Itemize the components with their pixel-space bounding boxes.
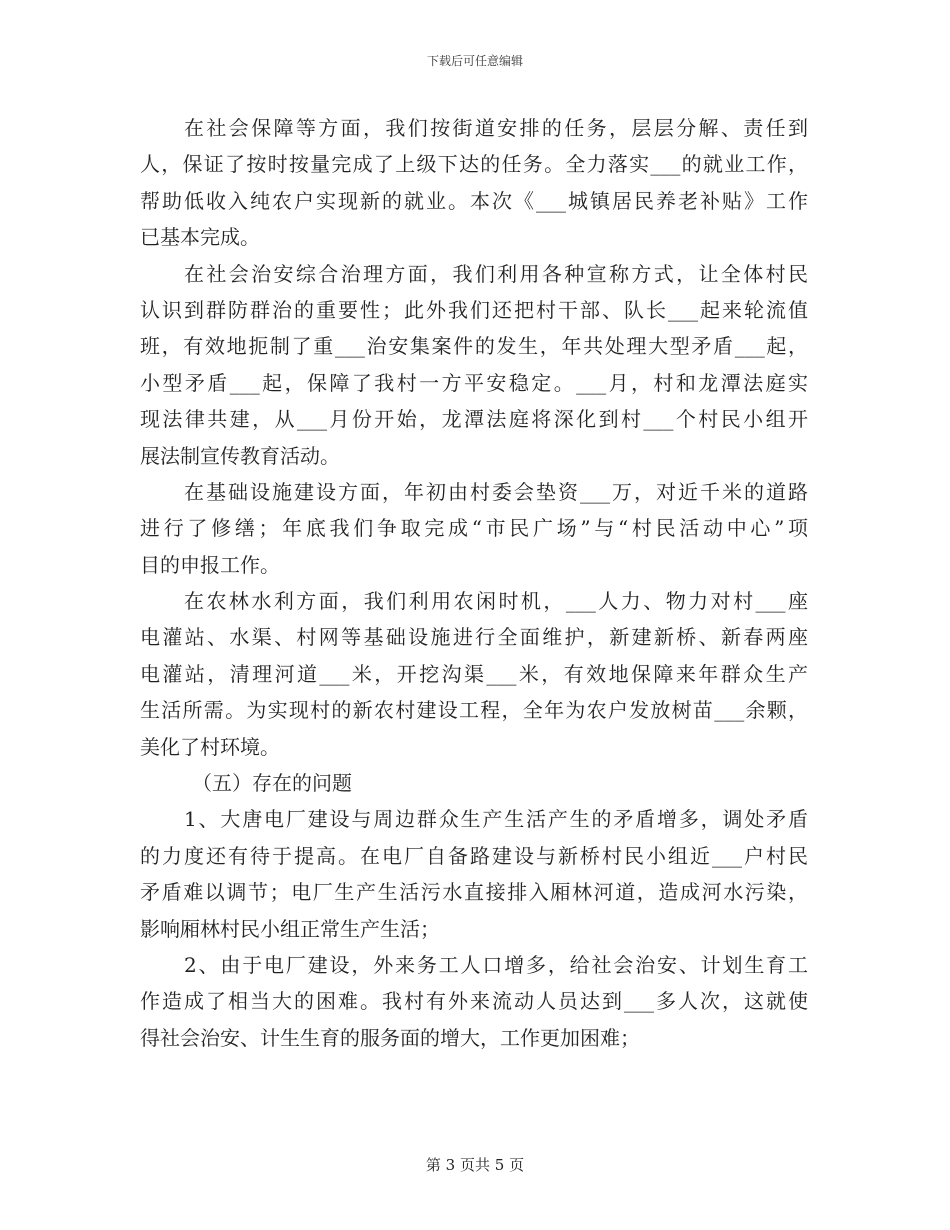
text-line: 认识到群防群治的重要性；此外我们还把村干部、队长___起来轮流值 — [140, 297, 808, 322]
paragraph-public-security — [140, 256, 808, 474]
paragraph-infrastructure — [140, 474, 808, 583]
text-line: 在基础设施建设方面，年初由村委会垫资___万，对近千米的道路 — [184, 479, 808, 504]
text-line: 在农林水利方面，我们利用农闲时机，___人力、物力对村___座 — [184, 589, 808, 614]
text-line: 得社会治安、计生生育的服务面的增大，工作更加困难； — [140, 1025, 640, 1050]
text-line: 已基本完成。 — [140, 225, 260, 250]
text-line: 目的申报工作。 — [140, 552, 280, 577]
text-line: 矛盾难以调节；电厂生产生活污水直接排入厢林河道，造成河水污染， — [140, 880, 808, 905]
paragraph-issue-2 — [140, 947, 808, 1056]
text-line: 班，有效地扼制了重___治安集案件的发生，年共处理大型矛盾___起， — [140, 334, 808, 359]
document-body — [140, 110, 808, 1056]
paragraph-social-security — [140, 110, 808, 256]
text-line: 1、大唐电厂建设与周边群众生产生活产生的矛盾增多，调处矛盾 — [184, 807, 808, 832]
text-line: 在社会保障等方面，我们按街道安排的任务，层层分解、责任到 — [184, 116, 808, 140]
paragraph-issue-1 — [140, 801, 808, 947]
text-line: 2、由于电厂建设，外来务工人口增多，给社会治安、计划生育工 — [184, 952, 808, 977]
text-line: 作造成了相当大的困难。我村有外来流动人员达到___多人次，这就使 — [140, 989, 808, 1014]
text-line: 的力度还有待于提高。在电厂自备路建设与新桥村民小组近___户村民 — [140, 843, 808, 868]
page-header: 下载后可任意编辑 — [426, 54, 523, 68]
text-line: 影响厢林村民小组正常生产生活； — [140, 916, 440, 941]
text-line: 帮助低收入纯农户实现新的就业。本次《___城镇居民养老补贴》工作 — [140, 188, 808, 213]
paragraph-water-forestry — [140, 583, 808, 765]
text-line: 美化了村环境。 — [140, 734, 280, 759]
text-line: 在社会治安综合治理方面，我们利用各种宣称方式，让全体村民 — [184, 261, 808, 286]
text-line: 小型矛盾___起，保障了我村一方平安稳定。___月，村和龙潭法庭实 — [140, 370, 808, 395]
text-line: 进行了修缮；年底我们争取完成“市民广场”与“村民活动中心”项 — [140, 516, 808, 541]
text-line: 现法律共建，从___月份开始，龙潭法庭将深化到村___个村民小组开 — [140, 407, 808, 432]
section-heading: （五）存在的问题 — [192, 771, 352, 796]
text-line: 展法制宣传教育活动。 — [140, 443, 340, 468]
text-line: 生活所需。为实现村的新农村建设工程，全年为农户发放树苗___余颗， — [140, 698, 808, 723]
text-line: 人，保证了按时按量完成了上级下达的任务。全力落实___的就业工作， — [140, 152, 808, 177]
page-footer: 第 3 页共 5 页 — [425, 1156, 525, 1174]
text-line: 电灌站、水渠、村网等基础设施进行全面维护，新建新桥、新春两座 — [140, 625, 808, 650]
text-line: 电灌站，清理河道___米，开挖沟渠___米，有效地保障来年群众生产 — [140, 661, 808, 686]
